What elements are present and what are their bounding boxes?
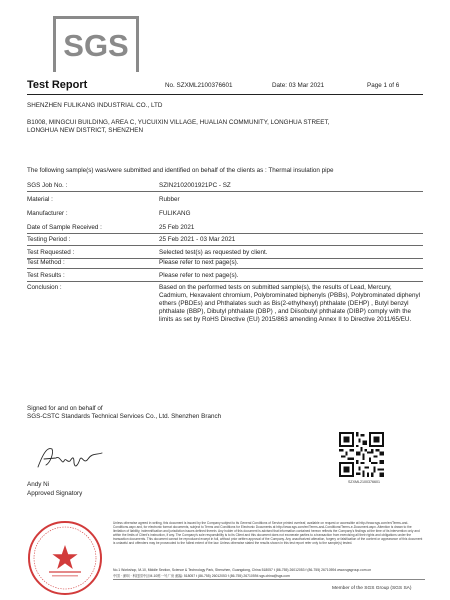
sample-intro: The following sample(s) was/were submitted and identified on behalf of the clients as : Thermal insulation pipe: [27, 167, 334, 174]
qr-code-icon[interactable]: [339, 432, 384, 477]
signed-on-behalf: Signed for and on behalf of: [27, 405, 103, 412]
company-seal-stamp: [25, 518, 105, 598]
field-label-material: Material :: [27, 196, 53, 203]
field-divider: [27, 281, 423, 282]
sgs-logo: [53, 16, 139, 72]
logo-text: SGS: [63, 28, 129, 63]
contact-line-chinese: 中国 · 深圳 · 科技园中区M-10栋一号厂房 邮编: 518057 t (86-755) 26012053 f (86-755) 26710594 sgs.china@sgs.com: [113, 574, 290, 578]
field-divider: [27, 191, 423, 192]
field-value-material: Rubber: [159, 196, 180, 203]
signatory-name: Andy Ni: [27, 481, 50, 488]
signatory-title: Approved Signatory: [27, 490, 83, 497]
field-divider: [27, 233, 423, 234]
report-number: No. SZXML2100376601: [165, 82, 233, 89]
field-label-conclusion: Conclusion :: [27, 284, 62, 291]
client-address-line1: B1008, MINGCUI BUILDING, AREA C, YUCUIXIN VILLAGE, HUALIAN COMMUNITY, LONGHUA STREET,: [27, 119, 330, 126]
field-value-testing-period: 25 Feb 2021 - 03 Mar 2021: [159, 236, 236, 243]
field-label-testing-period: Testing Period :: [27, 236, 71, 243]
report-date: Date: 03 Mar 2021: [272, 82, 325, 89]
field-value-date-received: 25 Feb 2021: [159, 224, 195, 231]
signing-entity: SGS-CSTC Standards Technical Services Co., Ltd. Shenzhen Branch: [27, 413, 222, 420]
field-label-test-method: Test Method :: [27, 259, 65, 266]
report-title: Test Report: [27, 79, 88, 91]
conclusion-text: Based on the performed tests on submitted sample(s), the results of Lead, Mercury, Cadmium, Hexavalent chromium, Polybrominated biphenyls (PBBs), Polybrominated diphenyl ethers (PBDEs) and Phthalates such as Bis(2-ethylhexyl) phthalate (DEHP) , Butyl benzyl phthalate (BBP), Dibutyl phthalate (DBP) , and Diisobutyl phthalate (DIBP) comply with the limits as set by RoHS Directive (EU) 2015/863 amending Annex II to Directive 2011/65/EU.: [159, 284, 421, 324]
qr-caption: SZXML2100376601: [348, 480, 380, 484]
footer-divider: [113, 579, 425, 580]
client-address-line2: LONGHUA NEW DISTRICT, SHENZHEN: [27, 127, 144, 134]
page-number: Page 1 of 6: [367, 82, 400, 89]
sgs-group-membership: Member of the SGS Group (SGS SA): [332, 586, 412, 591]
field-label-date-received: Date of Sample Received :: [27, 224, 102, 231]
field-divider: [27, 268, 423, 269]
field-value-test-requested: Selected test(s) as requested by client.: [159, 249, 268, 256]
field-label-job-no: SGS Job No. :: [27, 182, 68, 189]
terms-and-conditions: Unless otherwise agreed in writing, this document is issued by the Company subject to its General Conditions of Service printed overleaf, available on request or accessible at http://www.sgs.com/en/Terms-and-Conditions.aspx and, for electronic format documents, subject to Terms and Conditions for Electronic Documents at http://www.sgs.com/en/Terms-and-Conditions/Terms-e-Document.aspx. Attention is drawn to the limitation of liability, indemnification and jurisdiction issues defined therein. Any holder of this document is advised that information contained hereon reflects the Company's findings at the time of its intervention only and within the limits of Client's instruction, if any. The Company's sole responsibility is to its Client and this document does not exonerate parties to a transaction from exercising all their rights and obligations under the transaction documents. This document cannot be reproduced except in full, without prior written approval of the Company. Any unauthorized alteration, forgery or falsification of the content or appearance of this document is unlawful and offenders may be prosecuted to the fullest extent of the law. Unless otherwise stated the results shown in this test report refer only to the sample(s) tested.: [113, 521, 423, 546]
field-label-test-results: Test Results :: [27, 272, 65, 279]
contact-line-english: No.1 Workshop, M-10, Middle Section, Science & Technology Park, Shenzhen, Guangdong, China 518057 t (86-755) 26012053 f (86-755) 26710594 www.sgsgroup.com.cn: [113, 568, 372, 572]
field-value-manufacturer: FULIKANG: [159, 210, 191, 217]
signature-text: Andy: [34, 443, 37, 444]
field-label-test-requested: Test Requested :: [27, 249, 75, 256]
handwritten-signature: [34, 443, 106, 473]
client-name: SHENZHEN FULIKANG INDUSTRIAL CO., LTD: [27, 102, 163, 109]
field-value-job-no: SZIN2102001921PC - SZ: [159, 182, 231, 189]
header-divider: [27, 94, 423, 95]
field-label-manufacturer: Manufacturer :: [27, 210, 68, 217]
field-divider: [27, 245, 423, 246]
field-value-test-method: Please refer to next page(s).: [159, 259, 239, 266]
field-value-test-results: Please refer to next page(s).: [159, 272, 239, 279]
